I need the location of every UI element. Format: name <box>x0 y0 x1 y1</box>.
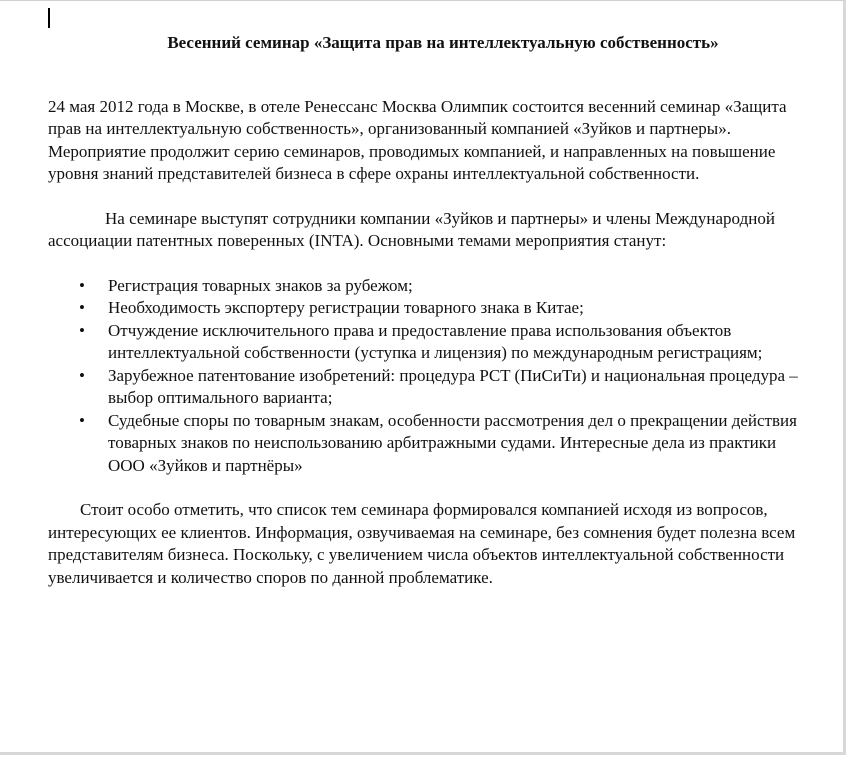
list-item <box>48 320 808 365</box>
list-item <box>48 365 808 410</box>
paragraph-intro: 24 мая 2012 года в Москве, в отеле Ренессанс Москва Олимпик состоится весенний семинар «Защита прав на интеллектуальную собственность», организованный компанией «Зуйков и партнеры». Мероприятие продолжит серию семинаров, проводимых компанией, и направленных на повышение уровня знаний представителей бизнеса в сфере охраны интеллектуальной собственности. <box>48 96 787 183</box>
bullet-icon: • <box>79 410 85 430</box>
paragraph-conclusion: Стоит особо отметить, что список тем семинара формировался компанией исходя из вопросов, интересующих ее клиентов. Информация, озвучиваемая на семинаре, без сомнения будет полезна всем представителям бизнеса. Поскольку, с увеличением числа объектов интеллектуальной собственности увеличивается и количество споров по данной проблематике. <box>48 500 796 587</box>
list-item-text: Отчуждение исключительного права и предоставление права использования объектов интеллектуальной собственности (уступка и лицензия) по международным регистрациям; <box>108 320 763 362</box>
document-body[interactable] <box>48 32 808 589</box>
list-item <box>48 275 808 298</box>
list-item-text: Судебные споры по товарным знакам, особенности рассмотрения дел о прекращении действия товарных знаков по неиспользованию арбитражными судами. Интересные дела из практики ООО «Зуйков и партнёры» <box>108 410 797 475</box>
document-title: Весенний семинар «Защита прав на интеллектуальную собственность» <box>167 33 719 52</box>
list-item <box>48 410 808 478</box>
list-item <box>48 297 808 320</box>
bullet-icon: • <box>79 320 85 340</box>
list-item-text: Регистрация товарных знаков за рубежом; <box>108 275 413 295</box>
bullet-icon: • <box>79 365 85 385</box>
bullet-icon: • <box>79 275 85 295</box>
list-item-text: Необходимость экспортеру регистрации товарного знака в Китае; <box>108 298 584 317</box>
text-cursor <box>48 8 50 28</box>
paragraph-speakers: На семинаре выступят сотрудники компании «Зуйков и партнеры» и члены Международной ассоциации патентных поверенных (INTA). Основными темами мероприятия станут: <box>48 208 775 250</box>
topics-list <box>48 275 808 478</box>
bullet-icon: • <box>79 298 85 317</box>
list-item-text: Зарубежное патентование изобретений: процедура PCT (ПиСиТи) и национальная процедура – выбор оптимального варианта; <box>108 365 798 407</box>
